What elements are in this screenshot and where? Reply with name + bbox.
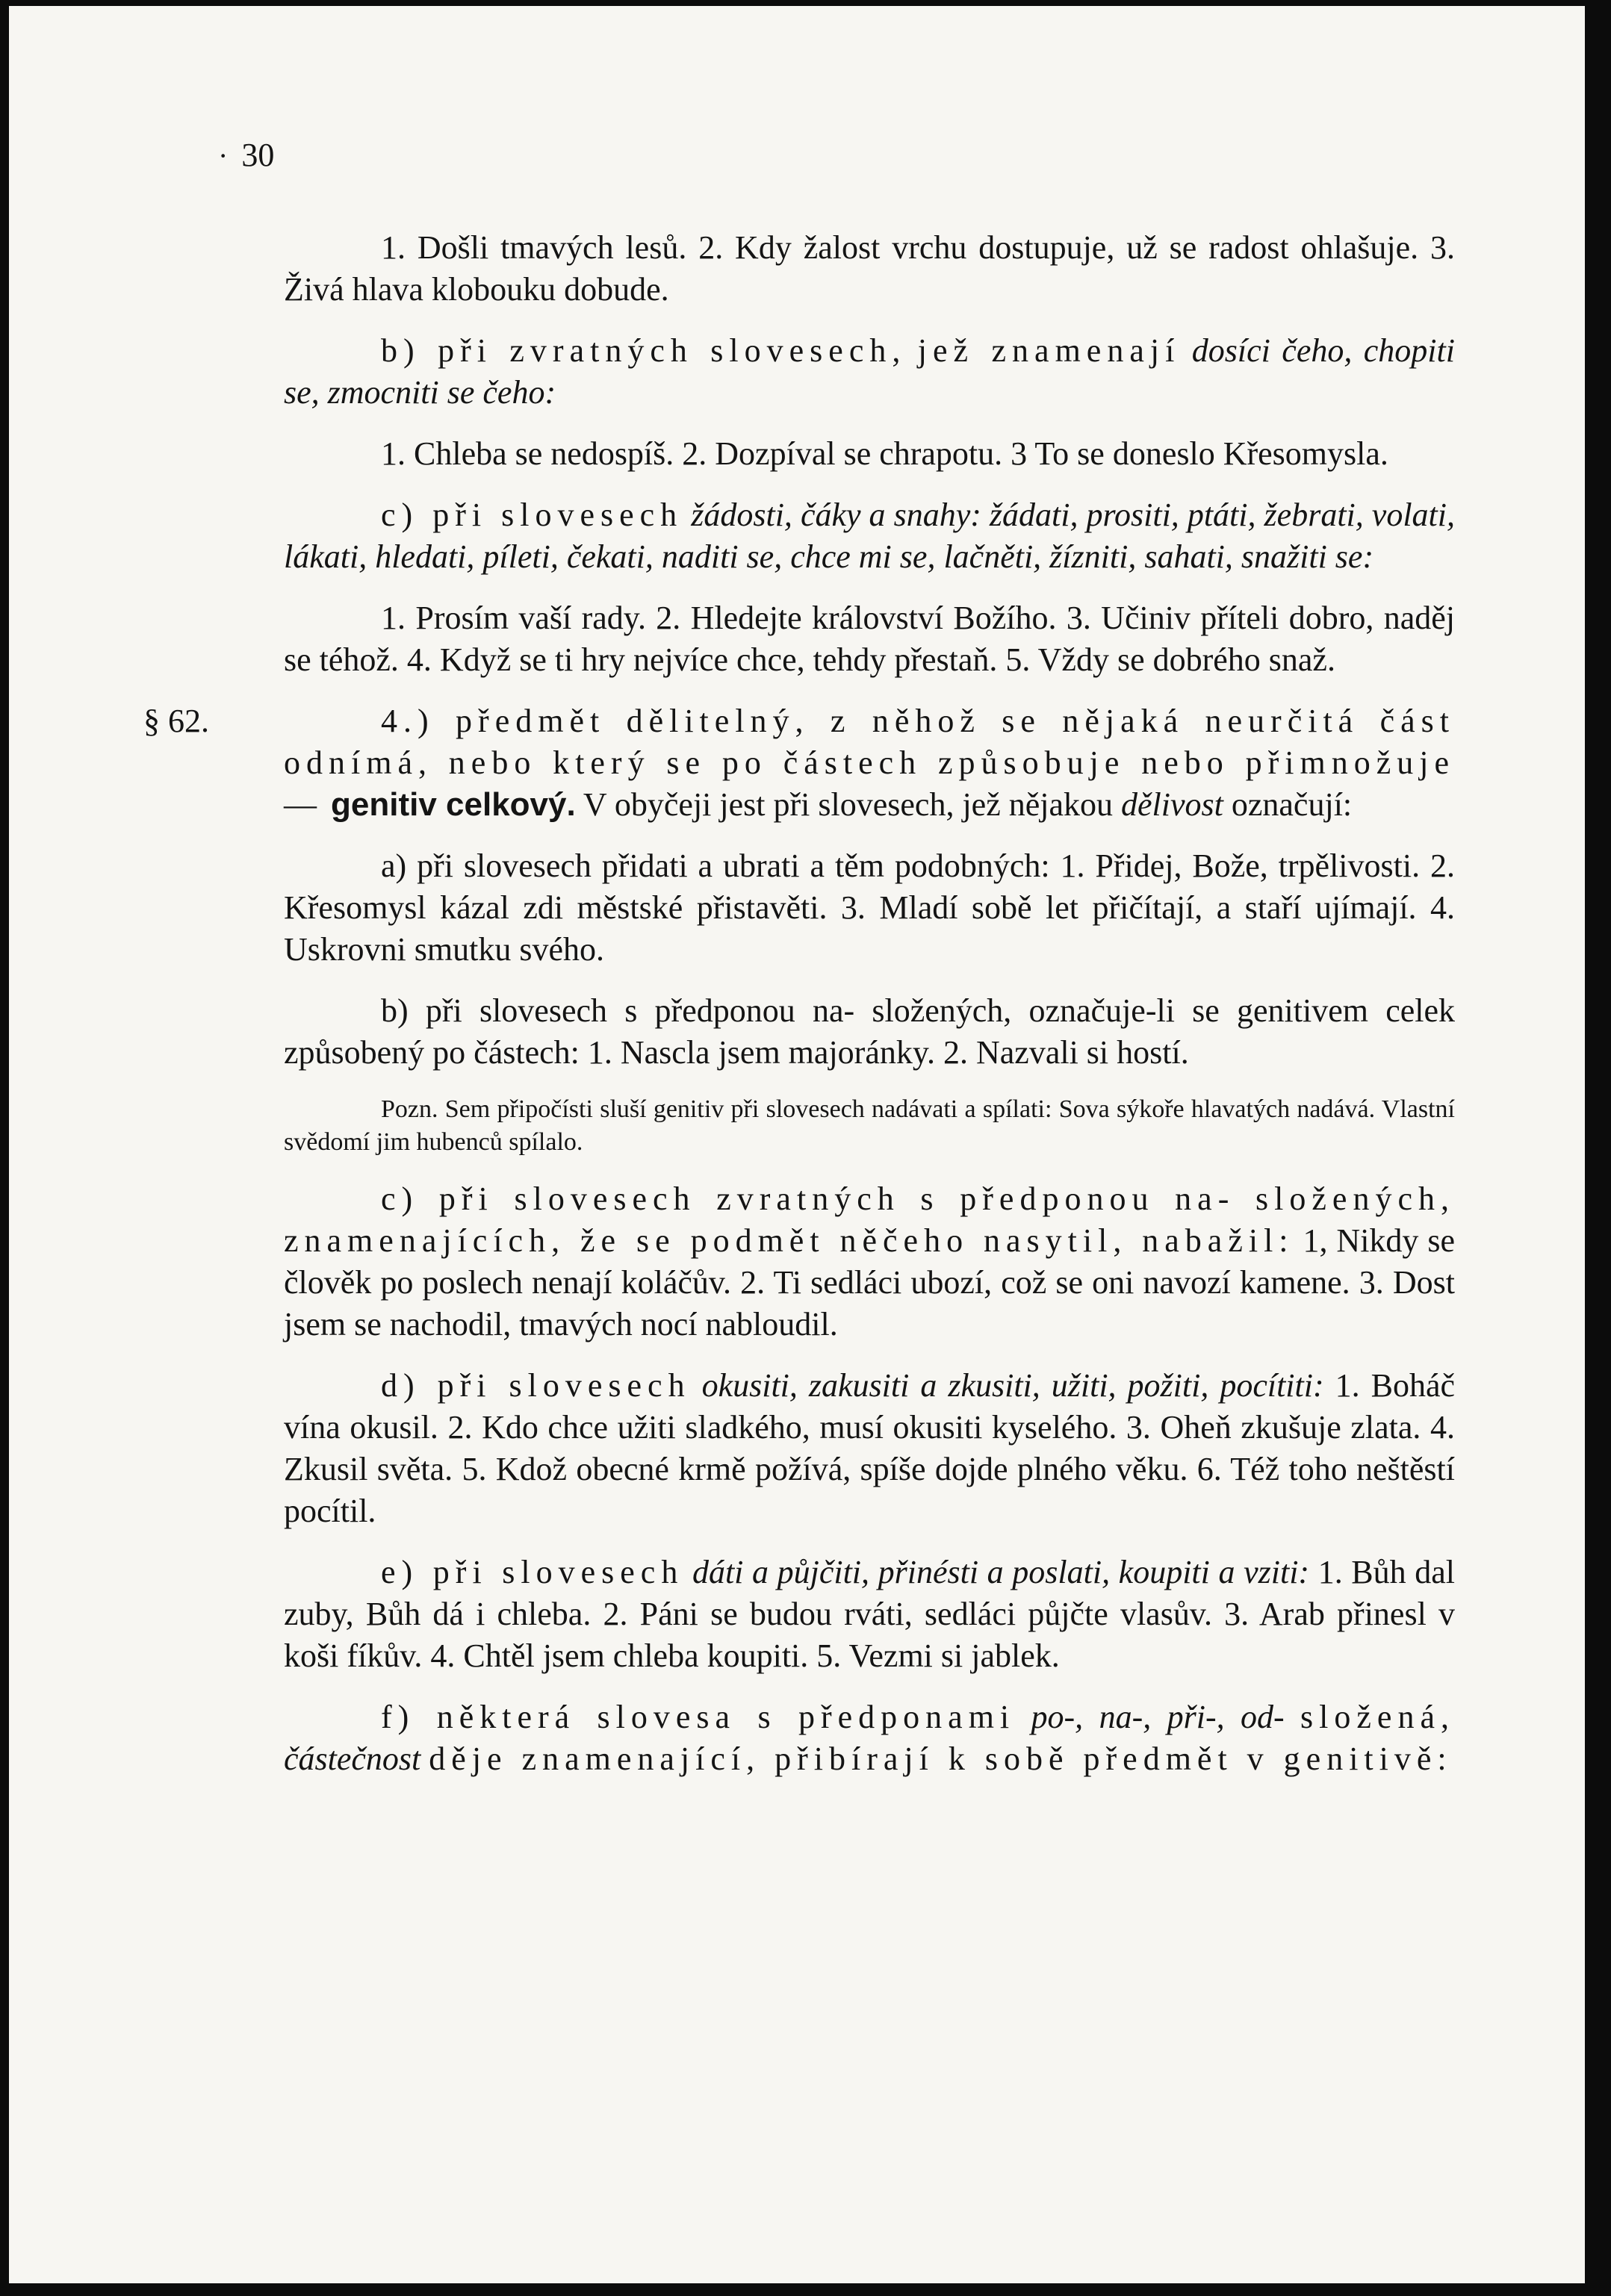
paragraph-b2: b) při slovesech s předponou na- složených, označuje-li se genitivem celek způsobený po částech: 1. Nascla jsem majoránky. 2. Nazvali si hostí.: [284, 992, 1455, 1071]
page-number: · 30: [218, 137, 275, 173]
note-pozn: Pozn. Sem připočísti sluší genitiv při slovesech nadávati a spílati: Sova sýkoře hlavatých nadává. Vlastní svědomí jim hubenců spílalo.: [284, 1095, 1455, 1156]
section-mark: § 62.: [143, 703, 209, 739]
paragraph-a: a) při slovesech přidati a ubrati a těm podobných: 1. Přidej, Bože, trpělivosti. 2. Křesomysl kázal zdi městské přistavěti. 3. Mladí sobě let přičítají, a staří ujímají. 4. Uskrovni smutku svého.: [284, 847, 1455, 968]
section-62-text: 4.) předmět dělitelný, z něhož se nějaká neurčitá část odnímá, nebo který se po částech způsobuje nebo přimnožuje — genitiv celkový. V obyčeji jest při slovesech, jež nějakou dělivost označují:: [284, 703, 1455, 823]
page: [9, 6, 1585, 2283]
paragraph-f: f) některá slovesa s předponami po-, na-, při-, od- složená, částečnost děje znamenající, přibírají k sobě předmět v genitivě:: [284, 1699, 1455, 1777]
paragraph-e: e) při slovesech dáti a půjčiti, přinésti a poslati, koupiti a vziti: 1. Bůh dal zuby, Bůh dá i chleba. 2. Páni se budou rváti, sedláci půjčte vlasův. 3. Arab přinesl v koši fíkův. 4. Chtěl jsem chleba koupiti. 5. Vezmi si jablek.: [284, 1554, 1455, 1674]
paragraph-c-heading: c) při slovesech žádosti, čáky a snahy: žádati, prositi, ptáti, žebrati, volati, lákati, hledati, píleti, čekati, naditi se, chce mi se, lačněti, žízniti, sahati, snažiti se:: [284, 497, 1455, 575]
paragraph-c2-heading: c) při slovesech zvratných s předponou na- složených, znamenajících, že se podmět něčeho nasytil, nabažil: 1, Nikdy se člověk po poslech nenají koláčův. 2. Ti sedláci ubozí, což se oni navozí kamene. 3. Dost jsem se nachodil, tmavých nocí nabloudil.: [284, 1180, 1456, 1343]
section-62: [143, 700, 1455, 826]
paragraph-c-examples: 1. Prosím vaší rady. 2. Hledejte království Božího. 3. Učiniv příteli dobro, naděj se téhož. 4. Když se ti hry nejvíce chce, tehdy přestaň. 5. Vždy se dobrého snaž.: [284, 600, 1455, 678]
paragraph-b-heading: b) při zvratných slovesech, jež znamenají dosíci čeho, chopiti se, zmocniti se čeho:: [284, 332, 1455, 411]
page-body: [143, 227, 1456, 1780]
paragraph-b-examples: 1. Chleba se nedospíš. 2. Dozpíval se chrapotu. 3 To se doneslo Křesomysla.: [381, 435, 1388, 472]
paragraph-examples-a: 1. Došli tmavých lesů. 2. Kdy žalost vrchu dostupuje, už se radost ohlašuje. 3. Živá hlava klobouku dobude.: [284, 229, 1455, 308]
paragraph-d: d) při slovesech okusiti, zakusiti a zkusiti, užiti, požiti, pocítiti: 1. Boháč vína okusil. 2. Kdo chce užiti sladkého, musí okusiti kyselého. 3. Oheň zkušuje zlata. 4. Zkusil světa. 5. Kdož obecné krmě požívá, spíše dojde plného věku. 6. Též toho neštěstí pocítil.: [284, 1367, 1456, 1529]
